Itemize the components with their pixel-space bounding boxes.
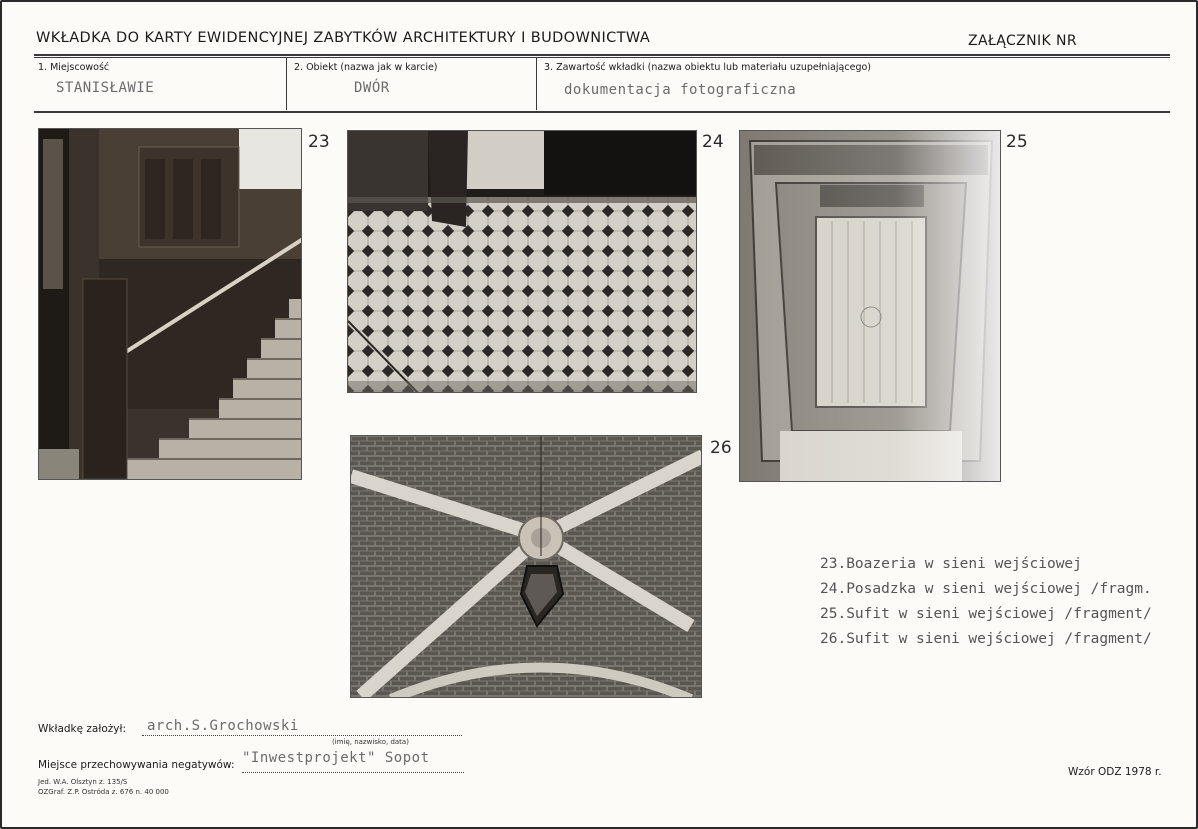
annex-label: ZAŁĄCZNIK NR — [968, 33, 1077, 49]
header-rule-top — [34, 54, 1170, 56]
object-value: DWÓR — [354, 80, 390, 96]
caption-25: 25.Sufit w sieni wejściowej /fragment/ — [820, 606, 1152, 622]
content-value: dokumentacja fotograficzna — [564, 82, 797, 98]
photo-number-23: 23 — [308, 132, 330, 152]
storage-value: "Inwestprojekt" Sopot — [242, 750, 430, 766]
floor-image — [348, 131, 697, 393]
field-divider-1 — [286, 58, 287, 110]
template-number: Wzór ODZ 1978 r. — [1068, 766, 1162, 778]
header-rule-inner — [34, 57, 1170, 58]
caption-24: 24.Posadzka w sieni wejściowej /fragm. — [820, 581, 1152, 597]
caption-23: 23.Boazeria w sieni wejściowej — [820, 556, 1082, 572]
photo-vault-lantern — [350, 435, 702, 698]
content-label: 3. Zawartość wkładki (nazwa obiektu lub materiału uzupełniającego) — [544, 62, 871, 73]
fields-rule-bottom — [34, 111, 1170, 113]
print-note-2: OZGraf. Z.P. Ostróda z. 676 n. 40 000 — [38, 788, 169, 796]
photo-floor — [347, 130, 697, 393]
field-divider-2 — [536, 58, 537, 110]
print-note-1: Jed. W.A. Olsztyn z. 135/S — [38, 778, 128, 786]
photo-number-25: 25 — [1006, 132, 1028, 152]
created-by-label: Wkładkę założył: — [38, 723, 127, 735]
place-label: 1. Miejscowość — [38, 62, 110, 73]
storage-label: Miejsce przechowywania negatywów: — [38, 759, 235, 771]
staircase-image — [39, 129, 302, 480]
photo-number-24: 24 — [702, 132, 724, 152]
storage-line — [242, 772, 464, 773]
vault-lantern-image — [351, 436, 702, 698]
photo-ceiling-painted — [739, 130, 1001, 482]
photo-staircase — [38, 128, 302, 480]
caption-26: 26.Sufit w sieni wejściowej /fragment/ — [820, 631, 1152, 647]
created-by-hint: (imię, nazwisko, data) — [332, 738, 409, 746]
header-title: WKŁADKA DO KARTY EWIDENCYJNEJ ZABYTKÓW ARCHITEKTURY I BUDOWNICTWA — [36, 30, 651, 46]
painted-ceiling-image — [740, 131, 1001, 482]
place-value: STANISŁAWIE — [56, 80, 155, 96]
created-by-line — [142, 735, 462, 736]
photo-number-26: 26 — [710, 438, 732, 458]
object-label: 2. Obiekt (nazwa jak w karcie) — [294, 62, 438, 73]
created-by-value: arch.S.Grochowski — [147, 718, 299, 734]
